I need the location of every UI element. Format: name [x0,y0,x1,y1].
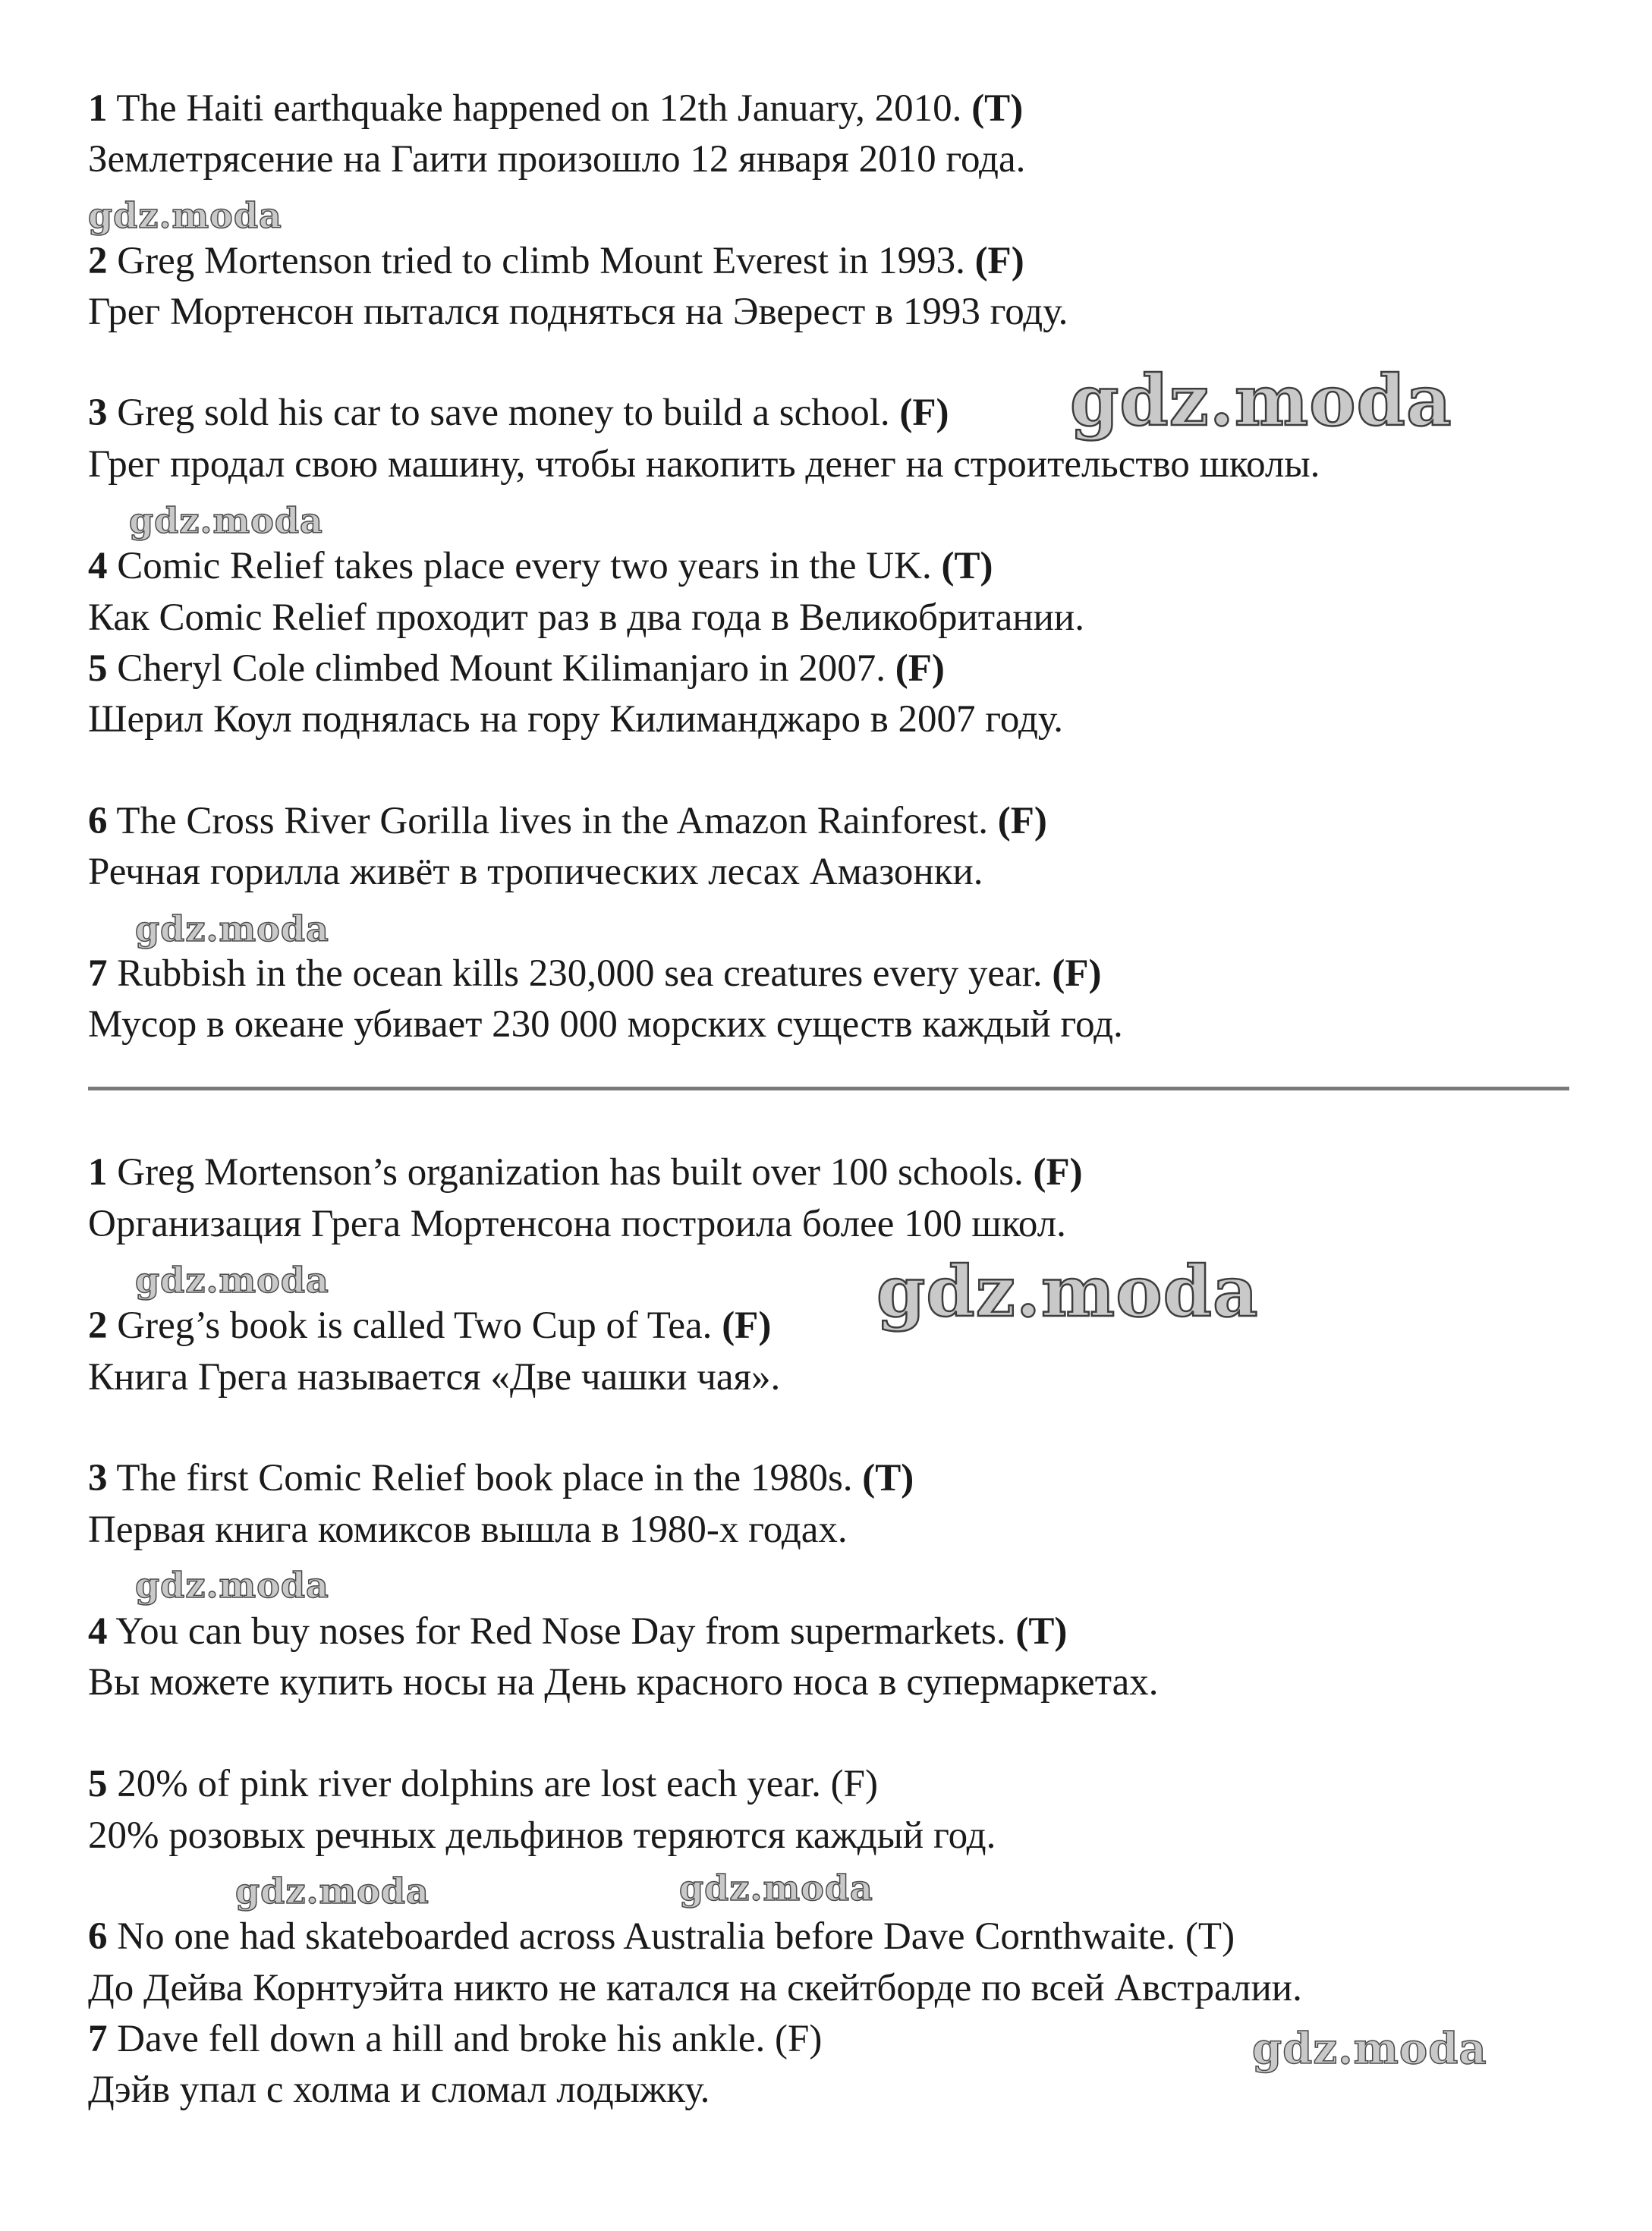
s1-item-2-ru: Грег Мортенсон пытался подняться на Эверест в 1993 году. [88,291,1068,333]
s1-item-6-mark: (F) [997,800,1047,842]
s1-item-5-en [88,646,945,691]
s2-item-6-num: 6 [88,1915,108,1958]
s2-item-3-en [88,1455,914,1501]
s1-item-3-ru: Грег продал свою машину, чтобы накопить денег на строительство школы. [88,443,1320,486]
s2-item-1-num: 1 [88,1151,108,1194]
s2-item-5-num: 5 [88,1763,108,1805]
s1-item-7-text: Rubbish in the ocean kills 230,000 sea creatures every year. [117,952,1043,995]
s1-item-6-en [88,798,1047,844]
s1-item-5-text: Cheryl Cole climbed Mount Kilimanjaro in 2007. [117,647,886,690]
s1-item-6-ru: Речная горилла живёт в тропических лесах Амазонки. [88,851,983,893]
s1-item-3-text: Greg sold his car to save money to build a school. [117,392,890,434]
s2-item-1-mark: (F) [1033,1151,1083,1194]
s1-item-4-ru: Как Comic Relief проходит раз в два года в Великобритании. [88,596,1084,639]
watermark: gdz.moda [135,908,329,949]
s2-item-7-en [88,2016,822,2062]
s2-item-2-text: Greg’s book is called Two Cup of Tea. [117,1304,713,1347]
s2-item-3-num: 3 [88,1457,108,1499]
s1-item-6-text: The Cross River Gorilla lives in the Amazon Rainforest. [116,800,989,842]
s1-item-5-num: 5 [88,647,108,690]
s1-item-3-mark: (F) [899,392,949,434]
s2-item-3-text: The first Comic Relief book place in the 1980s. [116,1457,853,1499]
watermark: gdz.moda [235,1871,430,1912]
s2-item-6-en [88,1914,1235,1959]
section-divider [88,1087,1569,1090]
s1-item-3-en [88,390,949,436]
s2-item-6-ru: До Дейва Корнтуэйта никто не катался на скейтборде по всей Австралии. [88,1967,1302,2009]
s1-item-6-num: 6 [88,800,108,842]
s2-item-2-mark: (F) [722,1304,772,1347]
watermark: gdz.moda [135,1260,329,1301]
s1-item-4-en [88,543,993,589]
s2-item-5-en [88,1761,878,1807]
s1-item-7-en [88,951,1102,996]
s2-item-6-mark: (T) [1185,1915,1235,1958]
s2-item-7-text: Dave fell down a hill and broke his ankle. [117,2018,766,2060]
s2-item-3-mark: (T) [862,1457,914,1499]
s2-item-4-en [88,1609,1067,1654]
watermark: gdz.moda [135,1565,329,1606]
s2-item-1-ru: Организация Грега Мортенсона построила более 100 школ. [88,1203,1066,1245]
s1-item-2-en [88,238,1024,284]
s2-item-4-mark: (T) [1015,1610,1068,1653]
s1-item-4-num: 4 [88,545,108,587]
s2-item-2-en [88,1303,771,1348]
s1-item-2-text: Greg Mortenson tried to climb Mount Everest in 1993. [117,240,965,282]
s2-item-4-text: You can buy noses for Red Nose Day from supermarkets. [115,1610,1006,1653]
s1-item-2-num: 2 [88,240,108,282]
s1-item-1-mark: (T) [971,87,1024,130]
s2-item-3-ru: Первая книга комиксов вышла в 1980-х годах. [88,1509,848,1551]
s2-item-2-ru: Книга Грега называется «Две чашки чая». [88,1356,781,1399]
s1-item-1-ru: Землетрясение на Гаити произошло 12 января 2010 года. [88,138,1026,181]
s2-item-1-en [88,1150,1083,1195]
s1-item-1-en [88,86,1023,131]
s2-item-7-num: 7 [88,2018,108,2060]
s1-item-7-ru: Мусор в океане убивает 230 000 морских существ каждый год. [88,1003,1123,1046]
s2-item-7-ru: Дэйв упал с холма и сломал лодыжку. [88,2069,710,2111]
s2-item-5-ru: 20% розовых речных дельфинов теряются каждый год. [88,1814,996,1857]
s1-item-2-mark: (F) [974,240,1024,282]
watermark: gdz.moda [88,195,282,236]
s1-item-1-text: The Haiti earthquake happened on 12th January, 2010. [116,87,962,130]
watermark: gdz.moda [1070,360,1452,442]
s2-item-1-text: Greg Mortenson’s organization has built over 100 schools. [117,1151,1024,1194]
s1-item-1-num: 1 [88,87,108,130]
s2-item-7-mark: (F) [775,2018,823,2060]
watermark: gdz.moda [1252,2024,1487,2074]
s2-item-2-num: 2 [88,1304,108,1347]
s1-item-7-mark: (F) [1052,952,1102,995]
s1-item-5-ru: Шерил Коул поднялась на гору Килиманджаро в 2007 году. [88,698,1064,741]
s1-item-7-num: 7 [88,952,108,995]
s1-item-4-text: Comic Relief takes place every two years in the UK. [117,545,932,587]
s1-item-4-mark: (T) [941,545,993,587]
s2-item-5-text: 20% of pink river dolphins are lost each year. [117,1763,821,1805]
watermark: gdz.moda [679,1868,873,1908]
s1-item-5-mark: (F) [895,647,945,690]
watermark: gdz.moda [129,500,323,541]
s2-item-6-text: No one had skateboarded across Australia before Dave Cornthwaite. [117,1915,1176,1958]
watermark: gdz.moda [876,1251,1259,1333]
s2-item-5-mark: (F) [830,1763,878,1805]
s1-item-3-num: 3 [88,392,108,434]
s2-item-4-ru: Вы можете купить носы на День красного носа в супермаркетах. [88,1661,1159,1704]
s2-item-4-num: 4 [88,1610,108,1653]
